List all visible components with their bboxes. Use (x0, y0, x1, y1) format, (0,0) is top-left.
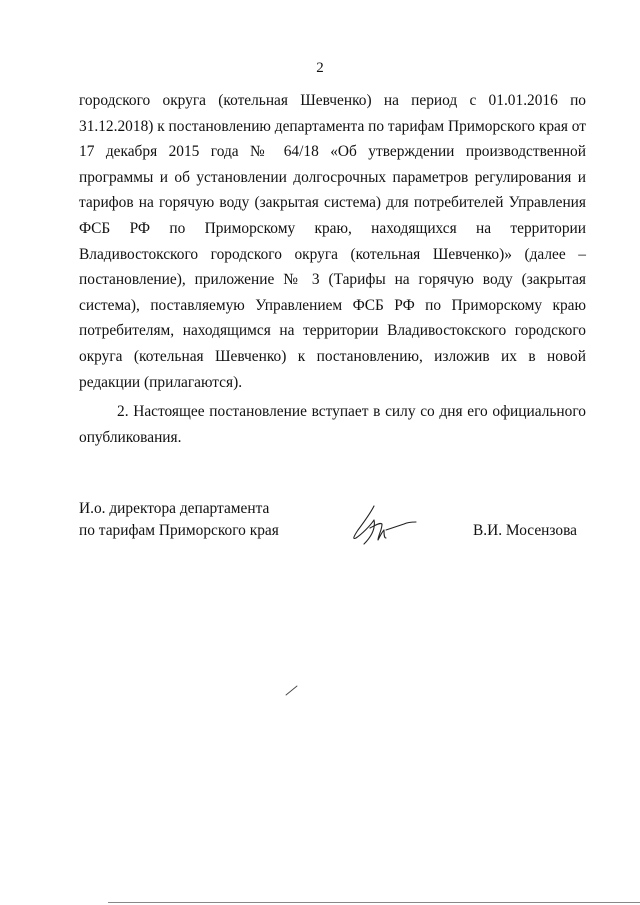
signer-title-line: И.о. директора департамента (79, 500, 270, 517)
text-line: программы и об установлении долгосрочных параметров регулирования и (79, 168, 586, 186)
page-number: 2 (316, 60, 324, 76)
body-text (79, 88, 586, 450)
text-line: опубликования. (79, 428, 182, 446)
text-line: 17 декабря 2015 года № 64/18 «Об утверждении производственной (79, 143, 586, 161)
scan-edge-line (108, 902, 640, 903)
text-line: тарифов на горячую воду (закрытая система) для потребителей Управления (79, 194, 586, 212)
text-line: потребителям, находящимся на территории Владивостокского городского (79, 322, 586, 340)
text-line: 2. Настоящее постановление вступает в силу со дня его официального (117, 403, 586, 421)
stray-pen-mark (284, 683, 300, 697)
text-line: система), поставляемую Управлением ФСБ РФ по Приморскому краю (79, 296, 586, 314)
text-line: 31.12.2018) к постановлению департамента по тарифам Приморского края от (79, 117, 587, 135)
text-line: городского округа (котельная Шевченко) на период с 01.01.2016 по (79, 92, 586, 109)
text-line: ФСБ РФ по Приморскому краю, находящихся на территории (79, 219, 586, 237)
text-line: округа (котельная Шевченко) к постановлению, изложив их в новой (79, 347, 586, 365)
text-line: постановление), приложение № 3 (Тарифы на горячую воду (закрытая (79, 271, 586, 289)
signer-title-line: по тарифам Приморского края (79, 522, 279, 539)
handwritten-signature (344, 500, 424, 548)
signer-title (79, 498, 279, 542)
signer-name: В.И. Мосензова (473, 522, 577, 539)
text-line: Владивостокского городского округа (котельная Шевченко)» (далее – (79, 245, 586, 263)
paragraph-tariff-amendment (79, 88, 586, 395)
text-line: редакции (прилагаются). (79, 373, 243, 391)
paragraph-effective-date (79, 399, 586, 450)
